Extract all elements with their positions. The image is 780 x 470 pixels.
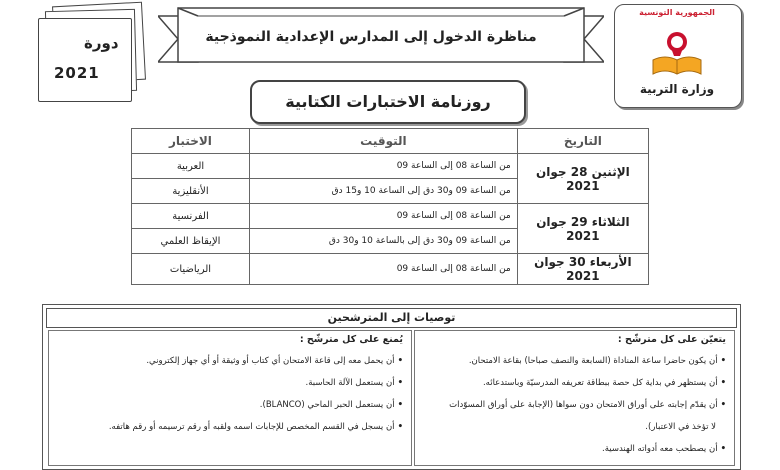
time-cell: من الساعة 09 و30 دق إلى الساعة 10 و15 دق [249, 179, 517, 204]
time-cell: من الساعة 09 و30 دق إلى بالساعة 10 و30 دق [249, 229, 517, 254]
list-item [421, 438, 726, 460]
forbidden-title: يُمنع على كل مترشّح : [299, 334, 403, 345]
bullet-icon: • [397, 378, 403, 388]
exam-cell: الرياضيات [132, 254, 250, 285]
list-item-text: أن يحمل معه إلى قاعة الامتحان أي كتاب أو وثيقة أو أي جهاز إلكتروني. [146, 356, 395, 366]
list-item-text: لا تؤخذ في الاعتبار). [645, 422, 716, 432]
list-item-text: أن يصطحب معه أدواته الهندسية. [602, 444, 718, 454]
header-date: التاريخ [517, 129, 648, 154]
bullet-icon: • [397, 422, 403, 432]
recommendations-title: توصيات إلى المترشحين [46, 308, 737, 328]
bullet-icon: • [397, 356, 403, 366]
exam-cell: الأنقليزية [132, 179, 250, 204]
banner-title: مناظرة الدخول إلى المدارس الإعدادية النموذجية [205, 29, 537, 45]
exam-cell: الفرنسية [132, 204, 250, 229]
header-exam: الاختبار [132, 129, 250, 154]
list-item-text: أن يكون حاضرا ساعة المناداة (السابعة والنصف صباحا) بقاعة الامتحان. [468, 356, 718, 366]
list-item-text: أن يستعمل الحبر الماحي (BLANCO). [259, 400, 395, 410]
must-do-column [414, 330, 735, 466]
bullet-icon: • [720, 356, 726, 366]
exam-cell: الإيقاظ العلمي [132, 229, 250, 254]
forbidden-list [49, 350, 411, 438]
time-cell: من الساعة 08 إلى الساعة 09 [249, 254, 517, 285]
list-item [421, 394, 726, 416]
table-row [132, 254, 649, 285]
must-do-title: يتعيّن على كل مترشّح : [617, 334, 726, 345]
list-item-text: أن يستظهر في بداية كل حصة ببطاقة تعريفه المدرسيّة وباستدعائه. [482, 378, 718, 388]
bullet-icon: • [720, 444, 726, 454]
session-paper-front [38, 18, 132, 102]
date-cell: الثلاثاء 29 جوان 2021 [517, 204, 648, 254]
page-subtitle: روزنامة الاختبارات الكتابية [285, 92, 491, 111]
time-cell: من الساعة 08 إلى الساعة 09 [249, 154, 517, 179]
table-row [132, 154, 649, 179]
list-item-text: أن يسجل في القسم المخصص للإجابات اسمه ولقبه أو رقم ترسيمه أو رقم هاتفه. [108, 422, 395, 432]
list-item [421, 372, 726, 394]
list-item [421, 350, 726, 372]
list-item [55, 350, 403, 372]
session-label: دورة [84, 34, 119, 52]
forbidden-column [48, 330, 412, 466]
must-do-list [415, 350, 734, 460]
date-cell: الأربعاء 30 جوان 2021 [517, 254, 648, 285]
list-item [55, 394, 403, 416]
exam-cell: العربية [132, 154, 250, 179]
table-row [132, 204, 649, 229]
date-cell: الإثنين 28 جوان 2021 [517, 154, 648, 204]
header-time: التوقيت [249, 129, 517, 154]
bullet-icon: • [720, 378, 726, 388]
list-item-text: أن يقدّم إجابته على أوراق الامتحان دون سواها (الإجابة على أوراق المسوّدات [449, 400, 718, 410]
bullet-icon: • [720, 400, 726, 410]
list-item [421, 416, 726, 438]
list-item [55, 372, 403, 394]
republic-label: الجمهورية التونسية [639, 8, 715, 17]
ministry-name: وزارة التربية [639, 82, 715, 96]
ministry-emblem-icon [647, 20, 707, 80]
list-item-text: أن يستعمل الآلة الحاسبة. [305, 378, 395, 388]
time-cell: من الساعة 08 إلى الساعة 09 [249, 204, 517, 229]
session-year: 2021 [54, 64, 100, 82]
table-header-row [132, 129, 649, 154]
exam-schedule-table [131, 128, 649, 285]
bullet-icon: • [397, 400, 403, 410]
list-item [55, 416, 403, 438]
